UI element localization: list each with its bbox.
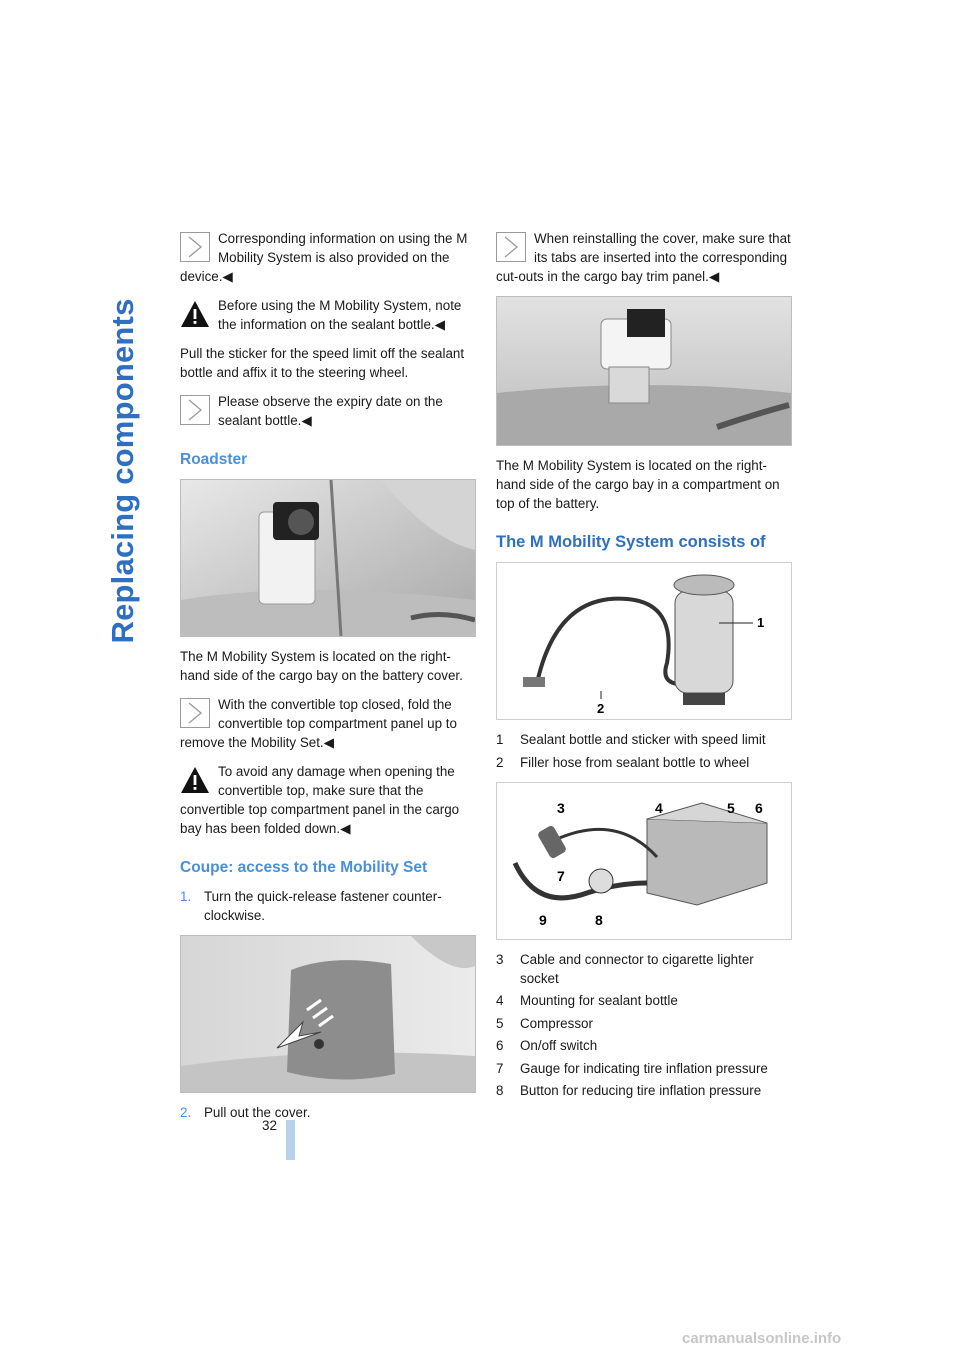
paragraph: Pull the sticker for the speed limit off the sealant bottle and affix it to the steering wheel. — [180, 346, 465, 380]
watermark: carmanualsonline.info — [682, 1330, 842, 1347]
warning-block — [180, 762, 476, 838]
heading-coupe: Coupe: access to the Mobility Set — [180, 859, 428, 876]
sealant-bottle-illustration — [496, 562, 792, 720]
list-item — [496, 753, 792, 772]
step-number: 1. — [180, 889, 192, 904]
list-number: 8 — [496, 1083, 504, 1098]
callout-label: 3 — [557, 799, 565, 816]
list-number: 2 — [496, 754, 504, 770]
roadster-cargo-bay-photo — [180, 479, 476, 637]
list-text: On/off switch — [520, 1038, 598, 1053]
note-text: With the convertible top closed, fold the convertible top compartment panel up to remove the Mobility Set.◀ — [180, 697, 457, 750]
list-number: 7 — [496, 1060, 504, 1076]
list-item — [496, 1059, 792, 1078]
list-item — [496, 730, 792, 749]
step-text: Turn the quick-release fastener counter-clockwise. — [204, 889, 442, 923]
callout-label: 1 — [757, 615, 765, 630]
note-block — [180, 229, 476, 286]
callout-label: 2 — [597, 701, 605, 716]
note-arrow-icon — [496, 232, 526, 262]
step-item — [180, 887, 476, 925]
list-number: 1 — [496, 732, 504, 747]
note-arrow-icon — [180, 395, 210, 425]
list-number: 4 — [496, 993, 504, 1008]
list-text: Compressor — [520, 1015, 593, 1031]
list-item — [496, 1036, 792, 1055]
heading-consists-of: The M Mobility System consists of — [496, 533, 766, 551]
section-title-text: Replacing components — [105, 298, 140, 644]
callout-label: 7 — [557, 867, 565, 884]
list-number: 5 — [496, 1015, 504, 1031]
step-text: Pull out the cover. — [204, 1105, 311, 1120]
note-block — [496, 229, 792, 286]
list-number: 6 — [496, 1038, 504, 1053]
left-column — [180, 229, 476, 1132]
paragraph: The M Mobility System is located on the right-hand side of the cargo bay in a compartment on top of the battery. — [496, 458, 780, 511]
paragraph: The M Mobility System is located on the right-hand side of the cargo bay on the battery cover. — [180, 649, 463, 683]
list-item — [496, 1081, 792, 1100]
note-arrow-icon — [180, 232, 210, 262]
compressor-illustration — [496, 782, 792, 940]
callout-label: 5 — [727, 799, 735, 816]
list-text: Sealant bottle and sticker with speed limit — [520, 732, 766, 747]
callout-label: 4 — [655, 799, 663, 816]
list-text: Cable and connector to cigarette lighter socket — [520, 951, 754, 986]
right-column — [496, 229, 792, 1104]
list-text: Filler hose from sealant bottle to wheel — [520, 754, 750, 770]
note-block — [180, 695, 476, 752]
note-block — [180, 392, 476, 430]
heading-roadster: Roadster — [180, 451, 248, 468]
step-number: 2. — [180, 1105, 192, 1120]
warning-text: Before using the M Mobility System, note the information on the sealant bottle.◀ — [218, 298, 462, 332]
list-text: Mounting for sealant bottle — [520, 993, 678, 1008]
list-text: Gauge for indicating tire inflation pressure — [520, 1060, 768, 1076]
callout-label: 9 — [539, 911, 547, 928]
list-item — [496, 950, 792, 988]
list-text: Button for reducing tire inflation pressure — [520, 1083, 762, 1098]
list-number: 3 — [496, 951, 504, 967]
list-item — [496, 1014, 792, 1033]
step-item — [180, 1103, 476, 1122]
warning-triangle-icon — [180, 765, 210, 795]
callout-label: 8 — [595, 911, 603, 928]
section-title-vertical — [88, 236, 158, 706]
cargo-compartment-photo — [496, 296, 792, 446]
note-arrow-icon — [180, 698, 210, 728]
page-number: 32 — [262, 1118, 278, 1133]
warning-triangle-icon — [180, 299, 210, 329]
note-text: Corresponding information on using the M Mobility System is also provided on the device.◀ — [180, 231, 468, 284]
coupe-cargo-bay-photo — [180, 935, 476, 1093]
callout-label: 6 — [755, 799, 763, 816]
warning-text: To avoid any damage when opening the convertible top, make sure that the convertible top compartment panel in the cargo bay has been folded down.◀ — [180, 764, 460, 836]
page-marker-bar — [286, 1120, 295, 1160]
note-text: When reinstalling the cover, make sure that its tabs are inserted into the corresponding cut-outs in the cargo bay trim panel.◀ — [496, 231, 791, 284]
note-text: Please observe the expiry date on the sealant bottle.◀ — [218, 394, 443, 428]
list-item — [496, 991, 792, 1010]
warning-block — [180, 296, 476, 334]
